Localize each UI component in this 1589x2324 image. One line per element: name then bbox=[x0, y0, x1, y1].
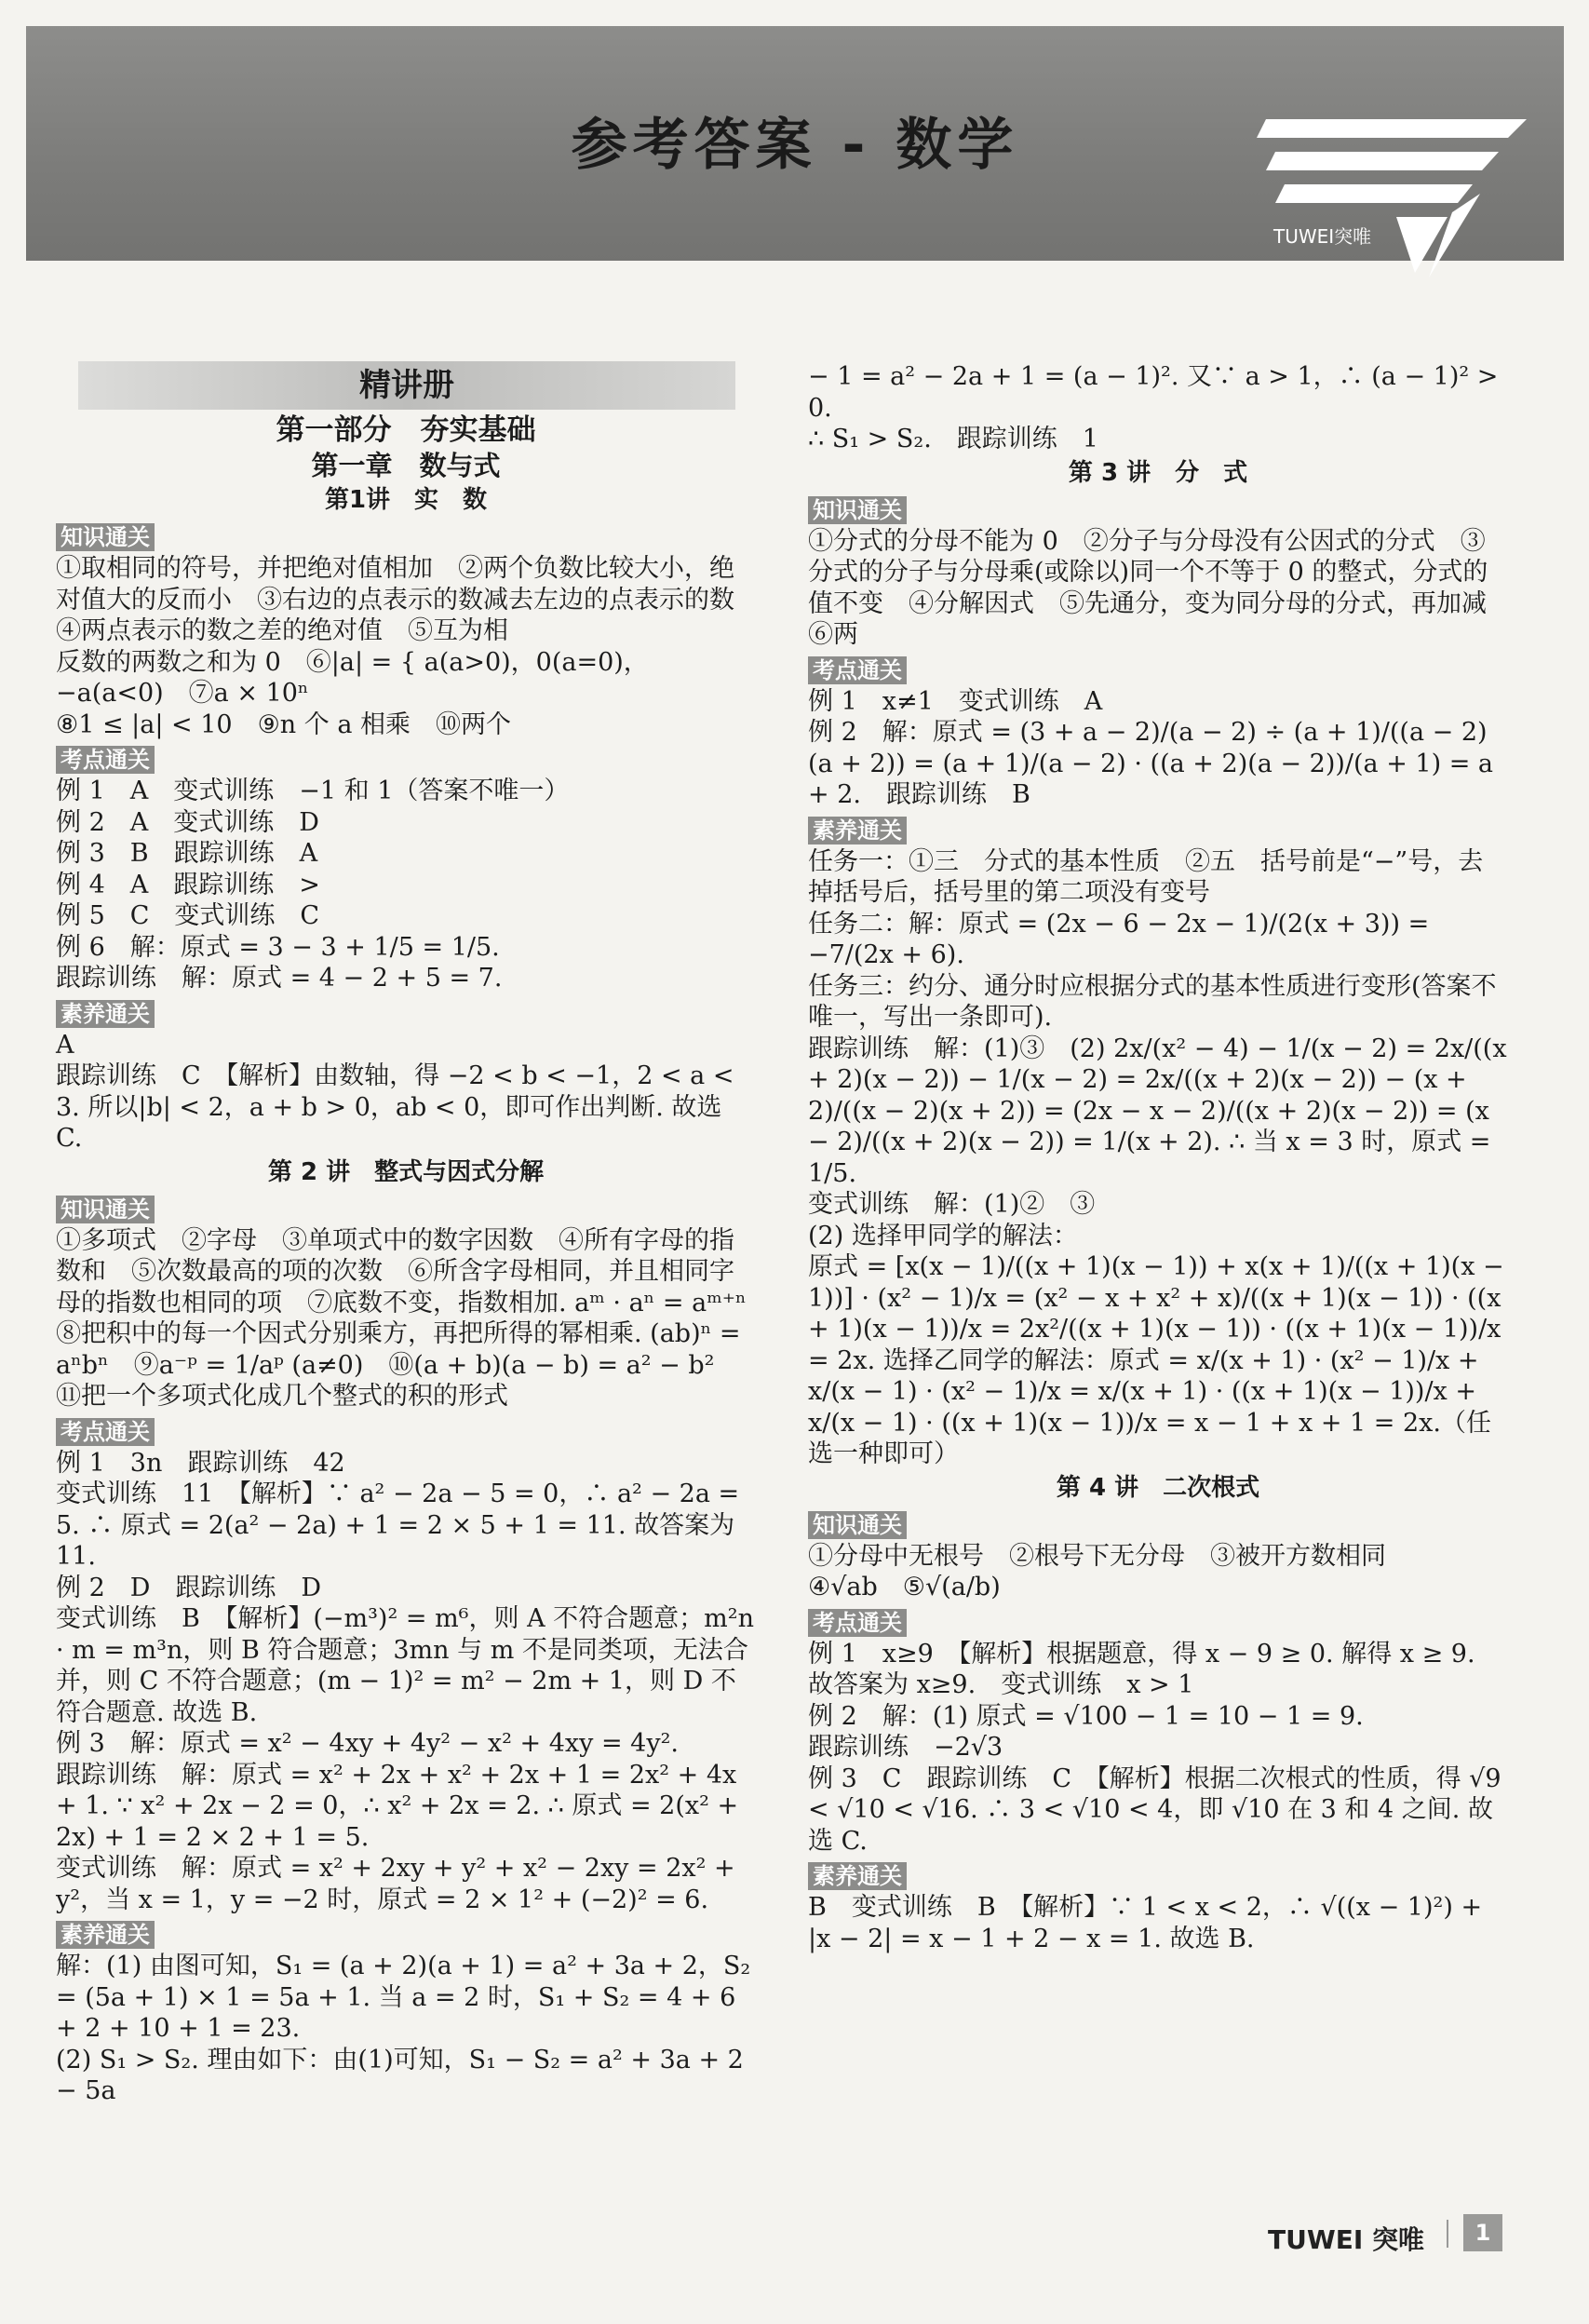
part-title: 第一部分 夯实基础 bbox=[276, 413, 536, 447]
answer-line: 例 4 A 跟踪训练 > bbox=[56, 870, 320, 899]
section-tag-literacy: 素养通关 bbox=[56, 1921, 155, 1949]
answer-line: 例 1 3n 跟踪训练 42 bbox=[56, 1448, 345, 1478]
section-tag-exam-points: 考点通关 bbox=[808, 656, 907, 684]
answer-line: ①取相同的符号，并把绝对值相加 ②两个负数比较大小，绝对值大的反而小 ③右边的点表示的数减去左边的点表示的数 ④两点表示的数之差的绝对值 ⑤互为相 bbox=[56, 554, 760, 645]
answer-line: ①多项式 ②字母 ③单项式中的数字因数 ④所有字母的指数和 ⑤次数最高的项的次数 ⑥所含字母相同，并且相同字母的指数也相同的项 ⑦底数不变，指数相加. aᵐ · aⁿ = aᵐ⁺ⁿ ⑧把积中的每一个因式分别乘方，再把所得的幂相乘. (ab)ⁿ = aⁿbⁿ ⑨a⁻ᵖ = 1/aᵖ (a≠0) ⑩(a + b)(a − b) = a² − b² ⑪把一个多项式化成几个整式的积的形式 bbox=[56, 1225, 772, 1411]
answer-line: 例 2 解：原式 = (3 + a − 2)/(a − 2) ÷ (a + 1)/((a − 2)(a + 2)) = (a + 1)/(a − 2) · ((a + 2)(a − 2))/(a + 1) = a + 2. 跟踪训练 B bbox=[808, 718, 1494, 809]
section-tag-knowledge: 知识通关 bbox=[808, 496, 907, 524]
answer-line: 例 6 解：原式 = 3 − 3 + 1/5 = 1/5. bbox=[56, 932, 500, 962]
answer-line: 例 2 解：(1) 原式 = √100 − 1 = 10 − 1 = 9. bbox=[808, 1701, 1364, 1731]
answer-line: 例 2 D 跟踪训练 D bbox=[56, 1573, 322, 1602]
answer-line: 变式训练 11 【解析】∵ a² − 2a − 5 = 0，∴ a² − 2a = 5. ∴ 原式 = 2(a² − 2a) + 1 = 2 × 5 + 1 = 11. 故答案为 11. bbox=[56, 1480, 740, 1571]
chapter-title: 第一章 数与式 bbox=[311, 450, 501, 481]
tuwei-logo-icon bbox=[1229, 101, 1527, 277]
answer-line: A bbox=[56, 1030, 74, 1060]
section-tag-exam-points: 考点通关 bbox=[808, 1609, 907, 1637]
section-tag-knowledge: 知识通关 bbox=[808, 1511, 907, 1539]
answer-line: ⑧1 ≤ |a| < 10 ⑨n 个 a 相乘 ⑩两个 bbox=[56, 709, 512, 739]
lesson-title: 第1讲 实 数 bbox=[324, 486, 488, 514]
footer-brand: TUWEI 突唯 bbox=[1268, 2224, 1425, 2255]
page-title: 参考答案 - 数学 bbox=[571, 113, 1019, 178]
answer-line: 变式训练 解：原式 = x² + 2xy + y² + x² − 2xy = 2x² + y²，当 x = 1，y = −2 时，原式 = 2 × 1² + (−2)² = 6. bbox=[56, 1854, 735, 1914]
answer-line: 例 1 x≥9 【解析】根据题意，得 x − 9 ≥ 0. 解得 x ≥ 9. 故答案为 x≥9. 变式训练 x > 1 bbox=[808, 1639, 1475, 1699]
answer-line: 例 2 A 变式训练 D bbox=[56, 807, 319, 837]
answer-line: 反数的两数之和为 0 ⑥|a| = { a(a>0)，0(a=0)，−a(a<0) ⑦a × 10ⁿ bbox=[56, 647, 649, 708]
answer-line: 跟踪训练 解：(1)③ (2) 2x/(x² − 4) − 1/(x − 2) = 2x/((x + 2)(x − 2)) − 1/(x − 2) = 2x/((x + 2)(x − 2)) − (x + 2)/((x − 2)(x + 2)) = (2x − x − 2)/((x + 2)(x − 2)) = (x − 2)/((x + 2)(x − 2)) = 1/(x + 2). ∴ 当 x = 3 时，原式 = 1/5. bbox=[808, 1034, 1507, 1188]
page-number: 1 bbox=[1463, 2214, 1502, 2251]
answer-line: 跟踪训练 解：原式 = x² + 2x + x² + 2x + 1 = 2x² + 4x + 1. ∵ x² + 2x − 2 = 0，∴ x² + 2x = 2. ∴ 原式 = 2(x² + 2x) + 1 = 2 × 2 + 1 = 5. bbox=[56, 1760, 739, 1852]
answer-line: B 变式训练 B 【解析】∵ 1 < x < 2，∴ √((x − 1)²) + |x − 2| = x − 1 + 2 − x = 1. 故选 B. bbox=[808, 1893, 1483, 1953]
lesson-title: 第 4 讲 二次根式 bbox=[1056, 1473, 1260, 1502]
answer-line: ∴ S₁ > S₂. 跟踪训练 1 bbox=[808, 425, 1098, 453]
banner-logo-text: TUWEI突唯 bbox=[1273, 225, 1372, 248]
footer-divider bbox=[1447, 2220, 1448, 2248]
answer-line: 任务一：①三 分式的基本性质 ②五 括号前是“−”号，去掉括号后，括号里的第二项没有变号 bbox=[808, 846, 1484, 907]
answer-line: 解：(1) 由图可知，S₁ = (a + 2)(a + 1) = a² + 3a + 2，S₂ = (5a + 1) × 1 = 5a + 1. 当 a = 2 时，S₁ + S₂ = 4 + 6 + 2 + 10 + 1 = 23. bbox=[56, 1952, 751, 2043]
section-tag-exam-points: 考点通关 bbox=[56, 1418, 155, 1446]
answer-line: 例 1 A 变式训练 −1 和 1（答案不唯一） bbox=[56, 777, 570, 805]
section-tag-literacy: 素养通关 bbox=[56, 1000, 155, 1028]
answer-line: (2) S₁ > S₂. 理由如下：由(1)可知，S₁ − S₂ = a² + 3a + 2 − 5a bbox=[56, 2045, 744, 2105]
answer-line: ①分式的分母不能为 0 ②分子与分母没有公因式的分式 ③分式的分子与分母乘(或除以)同一个不等于 0 的整式，分式的值不变 ④分解因式 ⑤先通分，变为同分母的分式，再加减 ⑥两 bbox=[808, 526, 1512, 649]
answer-line: 任务三：约分、通分时应根据分式的基本性质进行变形(答案不唯一，写出一条即可). bbox=[808, 971, 1497, 1032]
answer-line: ④√ab ⑤√(a/b) bbox=[808, 1573, 1001, 1601]
answer-line: 跟踪训练 C 【解析】由数轴，得 −2 < b < −1，2 < a < 3. 所以|b| < 2，a + b > 0，ab < 0，即可作出判断. 故选 C. bbox=[56, 1061, 734, 1153]
answer-line: (2) 选择甲同学的解法： bbox=[808, 1221, 1078, 1250]
lesson-title: 第 2 讲 整式与因式分解 bbox=[267, 1157, 545, 1186]
answer-line: ①分母中无根号 ②根号下无分母 ③被开方数相同 bbox=[808, 1541, 1386, 1571]
answer-line: − 1 = a² − 2a + 1 = (a − 1)². 又∵ a > 1，∴ (a − 1)² > 0. bbox=[808, 362, 1499, 423]
answer-line: 变式训练 解：(1)② ③ bbox=[808, 1190, 1096, 1219]
section-tag-exam-points: 考点通关 bbox=[56, 746, 155, 774]
answer-line: 原式 = [x(x − 1)/((x + 1)(x − 1)) + x(x + 1)/((x + 1)(x − 1))] · (x² − 1)/x = (x² − x + x² + x)/((x + 1)(x − 1)) · ((x + 1)(x − 1))/x = 2x²/((x + 1)(x − 1)) · ((x + 1)(x − 1))/x = 2x. 选择乙同学的解法：原式 = x/(x + 1) · (x² − 1)/x + x/(x − 1) · (x² − 1)/x = x/(x + 1) · ((x + 1)(x − 1))/x + x/(x − 1) · ((x + 1)(x − 1))/x = x − 1 + x + 1 = 2x.（任选一种即可） bbox=[808, 1252, 1504, 1468]
section-tag-knowledge: 知识通关 bbox=[56, 523, 155, 551]
section-tag-literacy: 素养通关 bbox=[808, 1862, 907, 1890]
section-tag-literacy: 素养通关 bbox=[808, 817, 907, 844]
answer-line: 例 3 解：原式 = x² − 4xy + 4y² − x² + 4xy = 4y². bbox=[56, 1729, 680, 1758]
right-column bbox=[808, 361, 1512, 1954]
answer-line: 跟踪训练 解：原式 = 4 − 2 + 5 = 7. bbox=[56, 964, 503, 993]
answer-line: 变式训练 B 【解析】(−m³)² = m⁶，则 A 不符合题意；m²n · m = m³n，则 B 符合题意；3mn 与 m 不是同类项，无法合并，则 C 不符合题意；(m − 1)² = m² − 2m + 1，则 D 不符合题意. 故选 B. bbox=[56, 1604, 754, 1727]
book-title: 精讲册 bbox=[78, 361, 735, 410]
answer-line: 例 3 B 跟踪训练 A bbox=[56, 839, 318, 868]
answer-line: 例 5 C 变式训练 C bbox=[56, 901, 320, 930]
left-column bbox=[56, 361, 772, 2107]
answer-line: 例 1 x≠1 变式训练 A bbox=[808, 686, 1103, 716]
answer-line: 任务二：解：原式 = (2x − 6 − 2x − 1)/(2(x + 3)) = −7/(2x + 6). bbox=[808, 909, 1430, 969]
lesson-title: 第 3 讲 分 式 bbox=[1068, 458, 1248, 487]
section-tag-knowledge: 知识通关 bbox=[56, 1196, 155, 1223]
answer-line: 跟踪训练 −2√3 bbox=[808, 1733, 1003, 1762]
answer-line: 例 3 C 跟踪训练 C 【解析】根据二次根式的性质，得 √9 < √10 < √16. ∴ 3 < √10 < 4，即 √10 在 3 和 4 之间. 故选 C. bbox=[808, 1763, 1501, 1856]
